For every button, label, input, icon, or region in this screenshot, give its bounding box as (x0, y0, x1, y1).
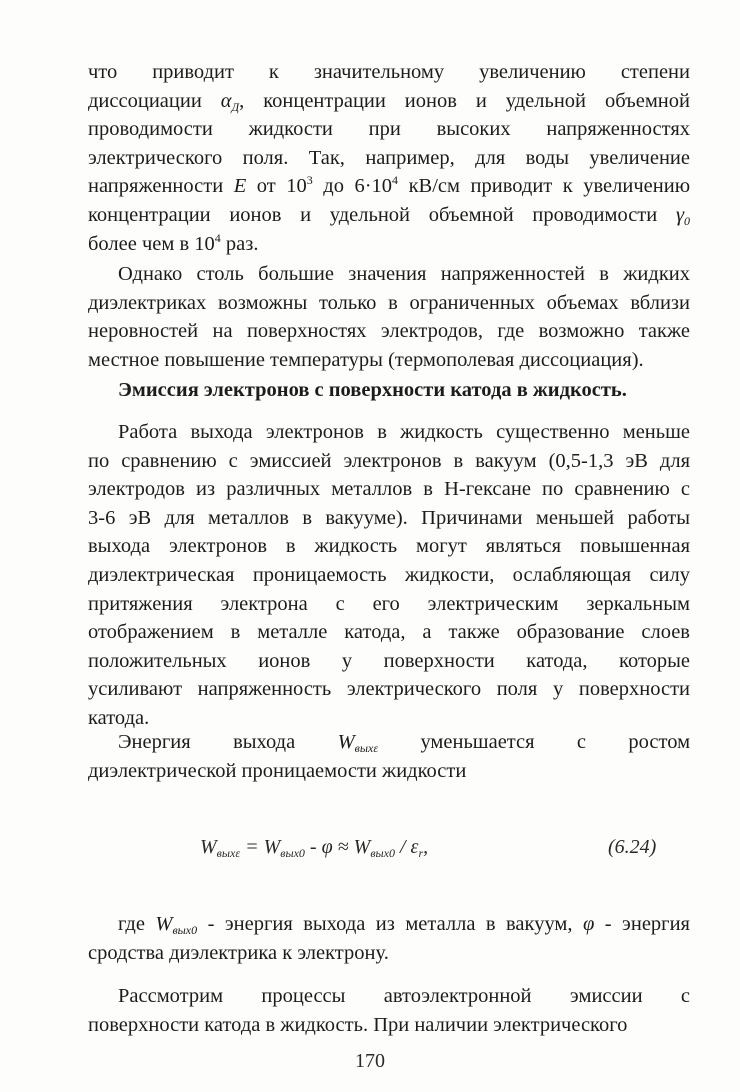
paragraph-2-line-4: местное повышение температуры (термополевая диссоциация). (88, 348, 644, 371)
paragraph-1-line-3: проводимости жидкости при высоких напряженностях (88, 118, 690, 141)
paragraph-6-line-1: Рассмотрим процессы автоэлектронной эмиссии с (118, 985, 690, 1007)
paragraph-3-line-6: диэлектрическая проницаемость жидкости, ослабляющая силу (88, 563, 690, 586)
W-subscript: выхε (354, 741, 379, 755)
text-fragment: от 10 (256, 175, 307, 198)
alpha-char: α (220, 89, 232, 112)
gamma-subscript: 0 (684, 213, 690, 228)
text-fragment: напряженности (88, 175, 224, 198)
paragraph-1 (88, 58, 690, 258)
comma: , (423, 836, 429, 858)
paragraph-2-line-2: диэлектриках возможны только в ограниченных объемах вблизи (88, 291, 690, 314)
text-fragment: концентрации ионов и удельной объемной проводимости (88, 203, 658, 226)
phi-char: φ (321, 836, 333, 858)
paragraph-3-line-7: притяжения электрона с его электрическим зеркальным (88, 592, 690, 615)
slash-sign: / (394, 836, 411, 858)
W-subscript: вых0 (280, 846, 305, 860)
text-fragment: - энергия выхода из металла в вакуум, (207, 913, 573, 935)
minus-sign: - (304, 836, 322, 858)
paragraph-3-line-11: катода. (88, 706, 150, 729)
approx-sign: ≈ (332, 836, 354, 858)
paragraph-4-line-2: диэлектрической проницаемости жидкости (88, 759, 467, 782)
work-function-symbol (155, 913, 197, 935)
W-char: W (353, 836, 371, 858)
text-fragment: ростом (628, 731, 690, 753)
epsilon-char: ε (410, 836, 419, 858)
paragraph-3-line-4: 3-6 эВ для металлов в вакууме). Причинами меньшей работы (88, 506, 690, 529)
paragraph-3-line-1: Работа выхода электронов в жидкость существенно меньше (118, 421, 690, 443)
paragraph-2 (88, 260, 690, 374)
exponent: 4 (392, 173, 399, 188)
exponent: 3 (306, 173, 313, 188)
paragraph-6-line-2: поверхности катода в жидкость. При наличии электрического (88, 1013, 628, 1036)
paragraph-1-line-4: электрического поля. Так, например, для воды увеличение (88, 146, 690, 169)
text-fragment: диссоциации (88, 89, 202, 112)
W-char: W (337, 731, 355, 753)
text-fragment: кВ/см приводит к увеличению (408, 175, 690, 198)
gamma-char: γ (675, 203, 685, 226)
text-fragment: до 6·10 (323, 175, 393, 198)
paragraph-5-line-2: сродства диэлектрика к электрону. (88, 941, 389, 964)
alpha-symbol (221, 90, 239, 112)
exponent: 4 (214, 230, 221, 245)
W-char: W (200, 836, 217, 858)
text-fragment: раз. (225, 232, 259, 255)
text-fragment: с (576, 731, 587, 753)
paragraph-5 (88, 910, 690, 967)
W-subscript: вых0 (370, 846, 395, 860)
gamma-symbol (676, 204, 690, 226)
paragraph-2-line-1: Однако столь большие значения напряженностей в жидких (118, 263, 690, 285)
phi-symbol: φ (582, 913, 595, 935)
paragraph-5-line-1 (88, 910, 690, 939)
text-fragment: более чем в 10 (88, 232, 215, 255)
text-fragment: , концентрации ионов и удельной объемной (239, 89, 690, 112)
work-function-symbol (338, 731, 378, 753)
paragraph-4-line-1 (88, 728, 690, 757)
W-subscript: вых0 (172, 923, 198, 937)
text-fragment: Энергия (118, 731, 191, 753)
text-fragment: где (118, 913, 145, 935)
paragraph-1-line-2 (88, 87, 690, 116)
paragraph-3-line-3: электродов из различных металлов в Н-гексане по сравнению с (88, 478, 690, 501)
paragraph-4 (88, 728, 690, 785)
paragraph-3-line-2: по сравнению с эмиссией электронов в вакуум (0,5-1,3 эВ для (88, 449, 690, 472)
alpha-subscript: Д (231, 99, 240, 114)
paragraph-1-line-1: что приводит к значительному увеличению степени (88, 61, 690, 83)
paragraph-1-line-7 (88, 230, 690, 259)
paragraph-2-line-3: неровностей на поверхностях электродов, где возможно также (88, 320, 690, 343)
paragraph-3-line-8: отображением в металле катода, а также образование слоев (88, 621, 690, 644)
field-symbol-E: E (233, 175, 247, 198)
paragraph-1-line-6 (88, 201, 690, 230)
paragraph-1-line-5 (88, 172, 690, 201)
text-fragment: уменьшается (420, 731, 535, 753)
paragraph-3-line-5: выхода электронов в жидкость могут являться повышенная (88, 535, 690, 558)
W-char: W (263, 836, 281, 858)
page-number: 170 (355, 1050, 385, 1072)
epsilon-subscript: r (418, 846, 424, 860)
equals-sign: = (240, 836, 264, 858)
paragraph-3-line-9: положительных ионов у поверхности катода, которые (88, 649, 690, 672)
formula-number: (6.24) (608, 836, 657, 858)
text-fragment: выхода (233, 731, 296, 753)
paragraph-3-line-10: усиливают напряженность электрического поля у поверхности (88, 678, 690, 701)
W-subscript: выхε (216, 846, 241, 860)
paragraph-6 (88, 982, 690, 1039)
W-char: W (155, 913, 173, 935)
formula-6-24 (200, 836, 428, 859)
paragraph-3 (88, 418, 690, 733)
section-heading: Эмиссия электронов с поверхности катода в жидкость. (118, 379, 627, 401)
text-fragment: - энергия (604, 913, 690, 935)
